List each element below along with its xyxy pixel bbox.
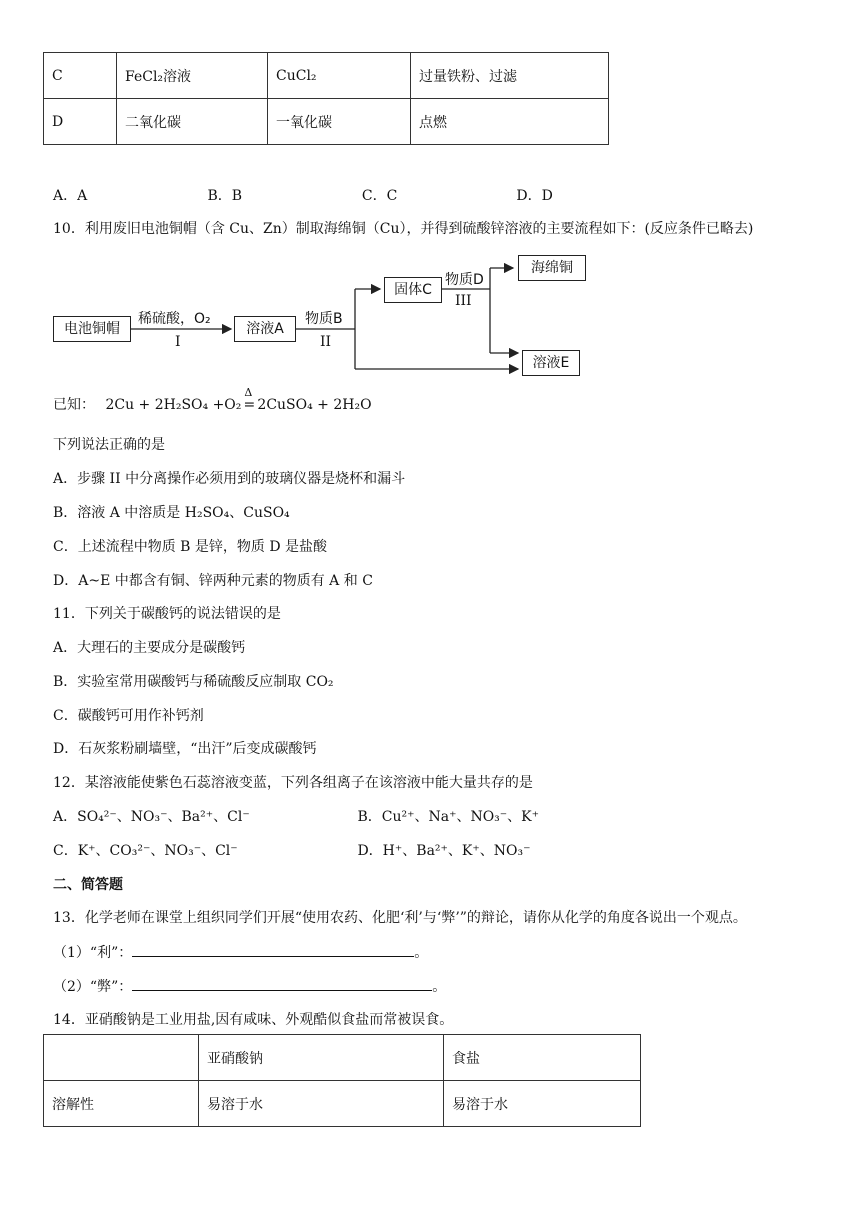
q10-question: 下列说法正确的是	[53, 437, 165, 453]
table-cell: 易溶于水	[199, 1081, 444, 1127]
q12-option-c: C．K⁺、CO₃²⁻、NO₃⁻、Cl⁻	[53, 843, 238, 859]
q9-options	[53, 187, 553, 205]
q14-table	[43, 1034, 641, 1127]
table-cell: 易溶于水	[444, 1081, 641, 1127]
label-substance-d: 物质D	[445, 272, 484, 288]
option-d: D．D	[516, 188, 553, 204]
option-a: A．A	[53, 188, 88, 204]
q13-item-1-label: （1）“利”：	[53, 945, 133, 961]
section-heading: 二、简答题	[53, 877, 123, 893]
known-equation	[53, 386, 372, 414]
table-cell: 点燃	[411, 99, 609, 145]
label-reagent-1: 稀硫酸，O₂	[138, 311, 211, 327]
q10-option-d: D．A~E 中都含有铜、锌两种元素的物质有 A 和 C	[53, 573, 373, 589]
option-b: B．B	[207, 188, 243, 204]
table-cell: 二氧化碳	[117, 99, 268, 145]
box-solution-e: 溶液E	[522, 350, 580, 376]
table-cell: 亚硝酸钠	[199, 1035, 444, 1081]
q12-option-d: D．H⁺、Ba²⁺、K⁺、NO₃⁻	[357, 843, 531, 859]
label-step-1: I	[175, 334, 181, 350]
q13-item-1-end: 。	[414, 945, 429, 961]
q9-table	[43, 52, 609, 145]
equation-delta: Δ	[244, 386, 253, 399]
box-solution-a: 溶液A	[234, 316, 296, 342]
table-cell: FeCl₂溶液	[117, 53, 268, 99]
table-cell: 溶解性	[44, 1081, 199, 1127]
q11-option-a: A．大理石的主要成分是碳酸钙	[53, 640, 246, 656]
box-sponge-copper: 海绵铜	[518, 255, 586, 281]
table-cell: 食盐	[444, 1035, 641, 1081]
label-step-2: II	[320, 334, 332, 350]
q10-stem: 10．利用废旧电池铜帽（含 Cu、Zn）制取海绵铜（Cu），并得到硫酸锌溶液的主要流程如下：(反应条件已略去)	[53, 221, 754, 237]
answer-blank-1[interactable]	[132, 943, 414, 957]
q13-item-2-end: 。	[432, 979, 447, 995]
q12-options-row2	[53, 842, 531, 860]
q12-option-a: A．SO₄²⁻、NO₃⁻、Ba²⁺、Cl⁻	[53, 809, 250, 825]
q11-stem: 11．下列关于碳酸钙的说法错误的是	[53, 606, 281, 622]
label-substance-b: 物质B	[305, 311, 343, 327]
q10-option-b: B．溶液 A 中溶质是 H₂SO₄、CuSO₄	[53, 505, 290, 521]
equation-left: 2Cu + 2H₂SO₄ +O₂	[105, 397, 242, 413]
table-cell	[44, 1035, 199, 1081]
q13-item-2-label: （2）“弊”：	[53, 979, 133, 995]
q12-stem: 12．某溶液能使紫色石蕊溶液变蓝，下列各组离子在该溶液中能大量共存的是	[53, 775, 533, 791]
box-solid-c: 固体C	[384, 277, 442, 303]
q13-stem: 13．化学老师在课堂上组织同学们开展“使用农药、化肥‘利’与‘弊’”的辩论，请你从化学的角度各说出一个观点。	[53, 910, 747, 926]
q11-option-b: B．实验室常用碳酸钙与稀硫酸反应制取 CO₂	[53, 674, 334, 690]
q10-option-a: A．步骤 II 中分离操作必须用到的玻璃仪器是烧杯和漏斗	[53, 471, 406, 487]
table-cell: C	[44, 53, 117, 99]
q14-stem: 14．亚硝酸钠是工业用盐,因有咸味、外观酷似食盐而常被误食。	[53, 1012, 454, 1028]
q12-options-row1	[53, 808, 539, 826]
q12-option-b: B．Cu²⁺、Na⁺、NO₃⁻、K⁺	[357, 809, 540, 825]
equation-equals: Δ =	[243, 386, 256, 413]
q11-option-c: C．碳酸钙可用作补钙剂	[53, 708, 204, 724]
table-cell: CuCl₂	[268, 53, 411, 99]
table-cell: 一氧化碳	[268, 99, 411, 145]
q10-option-c: C．上述流程中物质 B 是锌，物质 D 是盐酸	[53, 539, 328, 555]
table-cell: 过量铁粉、过滤	[411, 53, 609, 99]
table-cell: D	[44, 99, 117, 145]
known-prefix: 已知：	[53, 397, 95, 413]
box-battery-cap: 电池铜帽	[53, 316, 131, 342]
q13-item-2	[53, 977, 446, 996]
q11-option-d: D．石灰浆粉刷墙壁，“出汗”后变成碳酸钙	[53, 741, 317, 757]
label-step-3: III	[455, 293, 472, 309]
option-c: C．C	[361, 188, 398, 204]
q13-item-1	[53, 943, 428, 962]
flow-diagram	[53, 250, 613, 382]
answer-blank-2[interactable]	[132, 977, 432, 991]
equation-right: 2CuSO₄ + 2H₂O	[257, 397, 372, 413]
